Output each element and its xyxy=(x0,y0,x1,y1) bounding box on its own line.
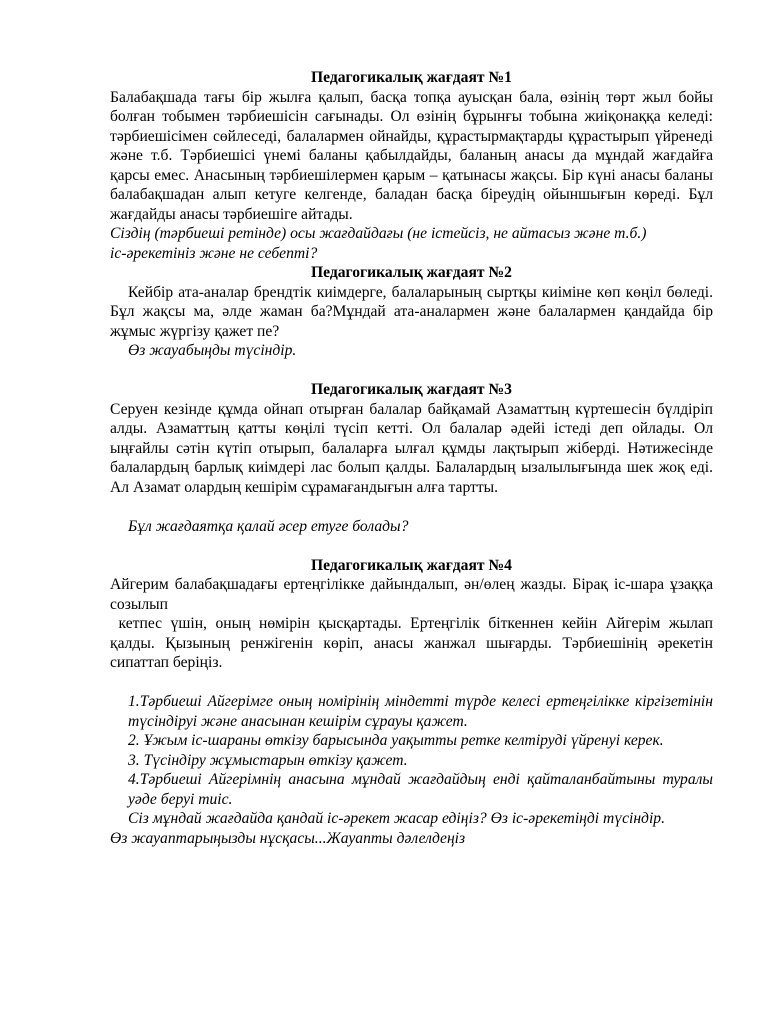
situation-2-body: Кейбір ата-аналар брендтік киімдерге, балаларының сыртқы киіміне көп көңіл бөледі. Бұл жақсы ма, әлде жаман ба?Мұндай ата-аналармен және балалармен қандайда бір жұмыс жүргізу қажет пе? xyxy=(110,283,713,340)
situation-1-question: Сіздің (тәрбиеші ретінде) осы жағдайдағы (не істейсіз, не айтасыз және т.б.) xyxy=(110,225,647,242)
situation-1 xyxy=(110,68,713,263)
situation-3-body: Серуен кезінде құмда ойнап отырған балалар байқамай Азаматтың күртешесін бүлдіріп алды. Азаматтың қатты көңілі түсіп кетті. Ол балалар әдейі істеді деп ойлады. Ол ыңғайлы сәтін күтіп отырып, балаларға ылғал құмды лақтырып жіберді. Нәтижесінде балалардың барлық киімдері лас болып қалды. Балалардың ызалылығында шек жоқ еді. Ал Азамат олардың кешірім сұрамағандығын алға тартты. xyxy=(110,400,713,496)
situation-4-title: Педагогикалық жағдаят №4 xyxy=(311,556,512,574)
situation-1-title: Педагогикалық жағдаят №1 xyxy=(311,69,512,86)
spacer xyxy=(110,673,713,693)
situation-1-body: Балабақшада тағы бір жылға қалып, басқа топқа ауысқан бала, өзінің төрт жыл бойы болған тобымен тәрбиешісін сағынады. Ол өзінің бұрынғы тобына жиіқонаққа келеді: тәрбиешісімен сөйлеседі, балалармен ойнайды, құрастырмақтарды құрастырып үйренеді және т.б. Тәрбиешісі үнемі баланы қабылдайды, баланың анасы да мұндай жағдайға қарсы емес. Анасының тәрбиешілермен қарым – қатынасы жақсы. Бір күні анасы баланы балабақшадан алып кетуге келгенде, баладан басқа біреудің ойыншығын көреді. Бұл жағдайды анасы тәрбиешіге айтады. xyxy=(110,88,713,223)
answer-option: 4.Тәрбиеші Айгерімнің анасына мұндай жағдайдың енді қайталанбайтыны туралы уәде беруі тиіс. xyxy=(128,771,713,808)
document-page xyxy=(110,68,717,848)
answer-option: 3. Түсіндіру жұмыстарын өткізу қажет. xyxy=(128,751,408,769)
situation-3-question: Бұл жағдаятқа қалай әсер етуге болады? xyxy=(128,517,409,535)
spacer xyxy=(110,497,713,517)
answer-options xyxy=(110,692,713,809)
spacer xyxy=(110,536,713,556)
situation-4-answer-prompt: Өз жауаптарыңызды нұсқасы...Жауапты дәлелдеңіз xyxy=(110,829,466,847)
spacer xyxy=(110,361,713,381)
answer-option: 2. Ұжым іс-шараны өткізу барысында уақытты ретке келтіруді үйренуі керек. xyxy=(128,732,664,749)
situation-1-question-cont: іс-әрекетініз және не себепті? xyxy=(110,244,318,262)
situation-2-title: Педагогикалық жағдаят №2 xyxy=(311,264,512,281)
answer-option: 1.Тәрбиеші Айгерімге оның номірінің міндетті түрде келесі ертеңгілікке кіргізетінін түсіндіруі және анасынан кешірім сұрауы қажет. xyxy=(128,693,713,730)
situation-3-title: Педагогикалық жағдаят №3 xyxy=(311,381,512,398)
situation-2 xyxy=(110,263,713,361)
situation-2-question: Өз жауабыңды түсіндір. xyxy=(128,342,297,359)
situation-4-question: Сіз мұндай жағдайда қандай іс-әрекет жасар едіңіз? Өз іс-әрекетіңді түсіндір. xyxy=(128,810,665,827)
situation-4 xyxy=(110,556,717,849)
situation-4-body-part1: Айгерим балабақшадағы ертеңгілікке дайындалып, ән/өлең жазды. Бірақ іс-шара ұзаққа созылып xyxy=(110,576,713,613)
situation-3 xyxy=(110,380,713,536)
situation-4-body-part2: кетпес үшін, оның нөмірін қысқартады. Ертеңгілік біткеннен кейін Айгерім жылап қалды. Қызының ренжігенін көріп, анасы жанжал шығарды. Тәрбиешінің әрекетін сипаттап беріңіз. xyxy=(110,615,717,671)
